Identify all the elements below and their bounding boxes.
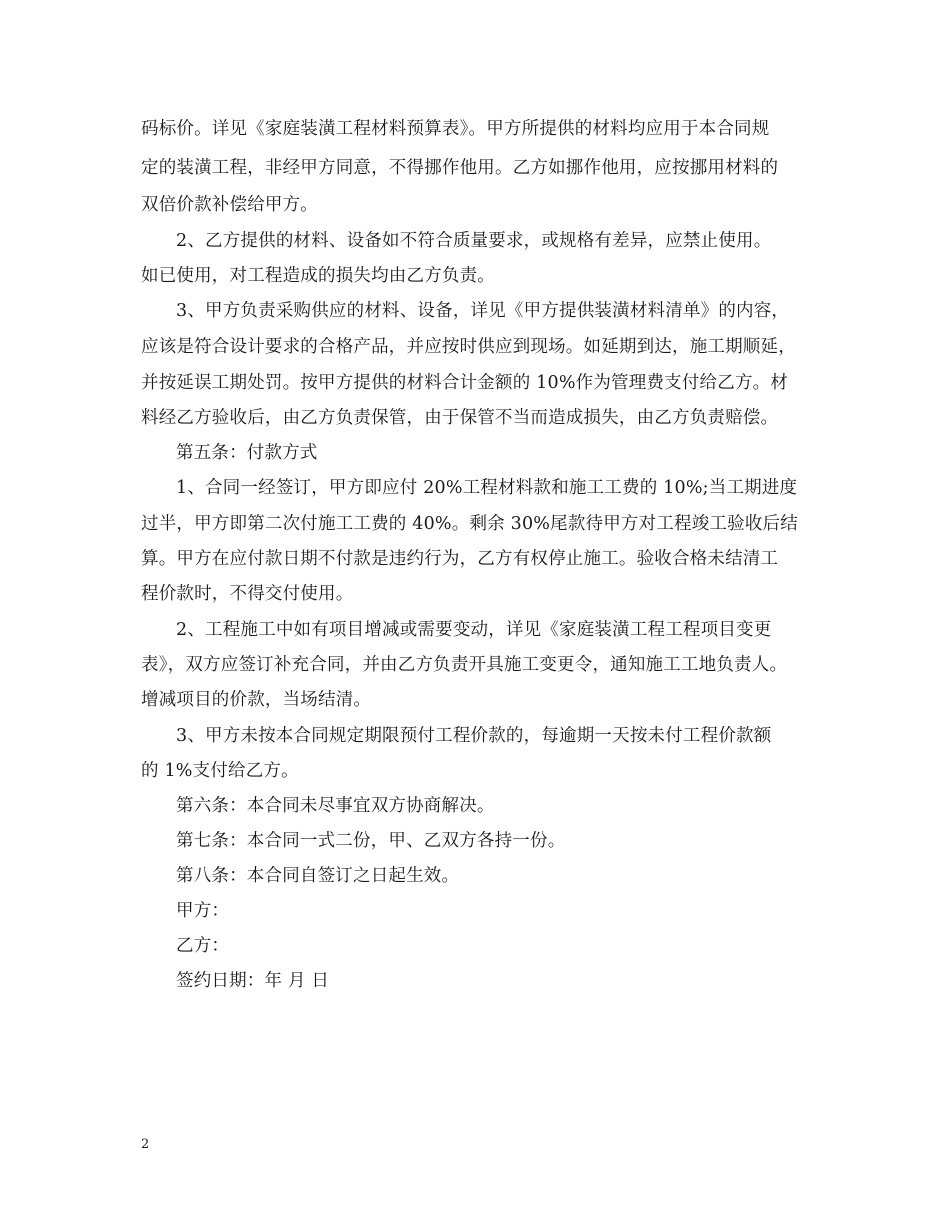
clause-seven: 第七条：本合同一式二份，甲、乙双方各持一份。: [176, 831, 566, 851]
clause-eight: 第八条：本合同自签订之日起生效。: [176, 866, 460, 886]
text-line: 码标价。详见《家庭装潢工程材料预算表》。甲方所提供的材料均应用于本合同规: [141, 119, 770, 139]
text-line: 并按延误工期处罚。按甲方提供的材料合计金额的 10%作为管理费支付给乙方。材: [141, 373, 789, 393]
text-line: 增减项目的价款，当场结清。: [141, 690, 372, 710]
page-number: 2: [141, 1137, 150, 1152]
party-a-signature: 甲方：: [176, 901, 230, 921]
text-line: 算。甲方在应付款日期不付款是违约行为，乙方有权停止施工。验收合格未结清工: [141, 549, 779, 569]
clause-six: 第六条：本合同未尽事宜双方协商解决。: [176, 796, 495, 816]
text-line: 2、工程施工中如有项目增减或需要变动，详见《家庭装潢工程工程项目变更: [176, 620, 772, 640]
text-line: 过半，甲方即第二次付施工工费的 40%。剩余 30%尾款待甲方对工程竣工验收后结: [141, 514, 798, 534]
signing-date: 签约日期：年 月 日: [176, 971, 330, 991]
text-line: 双倍价款补偿给甲方。: [141, 195, 318, 215]
section-heading: 第五条：付款方式: [176, 443, 318, 463]
text-line: 应该是符合设计要求的合格产品，并应按时供应到现场。如延期到达，施工期顺延，: [141, 337, 796, 357]
text-line: 2、乙方提供的材料、设备如不符合质量要求，或规格有差异，应禁止使用。: [176, 231, 772, 251]
text-line: 3、甲方负责采购供应的材料、设备，详见《甲方提供装潢材料清单》的内容，: [176, 301, 790, 321]
text-line: 料经乙方验收后，由乙方负责保管，由于保管不当而造成损失，由乙方负责赔偿。: [141, 408, 779, 428]
text-line: 如已使用，对工程造成的损失均由乙方负责。: [141, 266, 495, 286]
text-line: 程价款时，不得交付使用。: [141, 584, 354, 604]
text-line: 表》，双方应签订补充合同，并由乙方负责开具施工变更令，通知施工工地负责人。: [141, 655, 788, 675]
text-line: 3、甲方未按本合同规定期限预付工程价款的，每逾期一天按未付工程价款额: [176, 726, 772, 746]
text-line: 1、合同一经签订，甲方即应付 20%工程材料款和施工工费的 10%;当工期进度: [176, 478, 798, 498]
text-line: 定的装潢工程，非经甲方同意，不得挪作他用。乙方如挪作他用，应按挪用材料的: [141, 158, 779, 178]
party-b-signature: 乙方：: [176, 936, 230, 956]
text-line: 的 1%支付给乙方。: [141, 761, 299, 781]
